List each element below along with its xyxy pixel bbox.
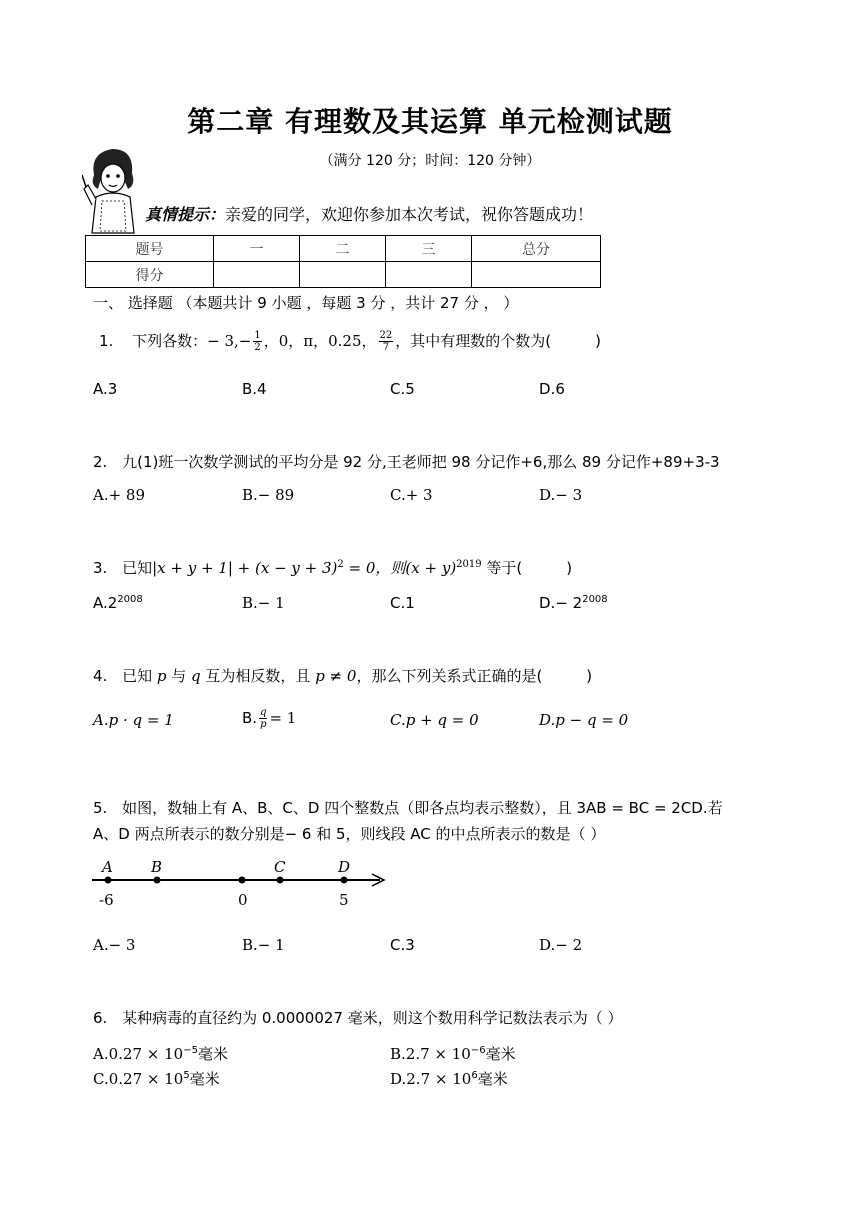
q1-prefix: 下列各数： [132, 332, 208, 350]
q3-option-b[interactable]: B.− 1 [242, 594, 285, 612]
fraction-denominator: 7 [382, 342, 390, 353]
question-4 [93, 665, 592, 686]
question-number: 2. [93, 453, 108, 471]
label-a: A [102, 858, 113, 876]
header-cell-section-2: 二 [300, 236, 386, 262]
question-6 [93, 1007, 623, 1028]
q3-expr-b: = 0，则(x + y) [343, 559, 457, 577]
q4-option-c[interactable]: C.p + q = 0 [390, 711, 479, 729]
q3-sup-b: 2019 [456, 559, 482, 570]
fraction-numerator: q [260, 707, 267, 718]
q1-option-b[interactable]: B.4 [242, 380, 267, 398]
tick-label-5: 5 [339, 891, 349, 909]
q3-option-d[interactable] [539, 594, 608, 612]
q1-suffix: ，其中有理数的个数为( [395, 332, 552, 350]
option-exponent: 2008 [582, 594, 608, 605]
option-text: D.2.7 × 10 [390, 1070, 472, 1088]
option-exponent: −5 [183, 1045, 198, 1056]
option-text: = 1 [269, 709, 297, 727]
option-exponent: 2008 [117, 594, 143, 605]
score-cell-total[interactable] [472, 262, 601, 288]
option-text: A.2 [93, 594, 118, 612]
score-table-header-row [86, 236, 601, 262]
page-subtitle: （满分 120 分；时间：120 分钟） [319, 153, 541, 169]
q5-option-a[interactable]: A.− 3 [93, 936, 136, 954]
greeting-tip [145, 202, 593, 225]
option-unit: 毫米 [485, 1045, 516, 1063]
q3-sup-a: 2 [337, 559, 344, 570]
question-number: 6. [93, 1009, 108, 1027]
q4-paren-close: ) [586, 667, 593, 685]
q5-line-2: A、D 两点所表示的数分别是− 6 和 5，则线段 AC 的中点所表示的数是（ ） [93, 825, 606, 843]
question-1 [99, 330, 601, 353]
label-c: C [274, 858, 286, 876]
header-cell-section-3: 三 [386, 236, 472, 262]
fraction-numerator: 22 [379, 330, 393, 341]
q2-text: 九(1)班一次数学测试的平均分是 92 分,王老师把 98 分记作+6,那么 89 分记作+89+3-3 [122, 453, 720, 471]
option-unit: 毫米 [189, 1070, 220, 1088]
header-cell-total: 总分 [472, 236, 601, 262]
tick-label-minus-6: -6 [99, 891, 114, 909]
q2-option-a[interactable]: A.+ 89 [93, 486, 146, 504]
question-number: 5. [93, 799, 108, 817]
q2-option-b[interactable]: B.− 89 [242, 486, 295, 504]
q5-option-c[interactable]: C.3 [390, 936, 415, 954]
question-number: 1. [99, 332, 114, 350]
q2-option-c[interactable]: C.+ 3 [390, 486, 433, 504]
header-cell-section-1: 一 [214, 236, 300, 262]
q5-line-1: 如图，数轴上有 A、B、C、D 四个整数点（即各点均表示整数），且 3AB = BC = 2CD.若 [122, 799, 723, 817]
q6-option-c[interactable] [93, 1068, 220, 1089]
option-exponent: 6 [471, 1070, 478, 1081]
score-cell-2[interactable] [300, 262, 386, 288]
fraction-numerator: 1 [254, 330, 261, 341]
fraction-denominator: 2 [254, 342, 261, 353]
q4-var-q: q [191, 667, 201, 685]
q3-option-a[interactable] [93, 594, 143, 612]
q4-var-p: p [156, 667, 167, 685]
score-cell-3[interactable] [386, 262, 472, 288]
q3-text-a: 已知 [122, 559, 153, 577]
option-text: D.− 2 [539, 594, 583, 612]
q1-option-a[interactable]: A.3 [93, 380, 118, 398]
score-row-label: 得分 [86, 262, 214, 288]
option-exponent: −6 [470, 1045, 486, 1056]
fraction-denominator: p [260, 719, 267, 730]
score-table-score-row [86, 262, 601, 288]
tip-text: 亲爱的同学，欢迎你参加本次考试，祝你答题成功！ [225, 205, 594, 224]
point-c [277, 877, 284, 884]
q1-list-b: ，0，π，0.25， [263, 332, 377, 350]
option-exponent: 5 [183, 1070, 190, 1081]
q6-option-b[interactable] [390, 1043, 516, 1064]
question-3 [93, 557, 572, 578]
option-text: A.0.27 × 10 [93, 1045, 184, 1063]
page-title: 第二章 有理数及其运算 单元检测试题 [187, 105, 673, 138]
question-number: 3. [93, 559, 108, 577]
option-letter: B. [242, 709, 258, 727]
label-b: B [151, 858, 163, 876]
q3-text-b: 等于( [481, 559, 523, 577]
question-2 [93, 451, 720, 472]
header-cell-question-no: 题号 [86, 236, 214, 262]
score-table [85, 235, 601, 288]
point-d [341, 877, 348, 884]
question-5 [93, 797, 723, 818]
tick-label-0: 0 [238, 891, 248, 909]
q1-paren-close: ) [595, 332, 601, 350]
q1-option-d[interactable]: D.6 [539, 380, 565, 398]
q6-option-d[interactable] [390, 1068, 508, 1089]
option-unit: 毫米 [477, 1070, 508, 1088]
q4-text-a: 已知 [122, 667, 157, 685]
teacher-cartoon-icon [82, 145, 144, 235]
q5-option-b[interactable]: B.− 1 [242, 936, 285, 954]
q1-list-a: − 3,− [207, 332, 252, 350]
question-number: 4. [93, 667, 108, 685]
q1-option-c[interactable]: C.5 [390, 380, 415, 398]
option-text: C.0.27 × 10 [93, 1070, 184, 1088]
score-cell-1[interactable] [214, 262, 300, 288]
q4-option-b-fraction [259, 707, 267, 730]
q6-option-a[interactable] [93, 1043, 228, 1064]
q5-option-d[interactable]: D.− 2 [539, 936, 583, 954]
number-line-figure [90, 852, 390, 910]
q6-text: 某种病毒的直径约为 0.0000027 毫米，则这个数用科学记数法表示为（ ） [122, 1009, 623, 1027]
point-a [105, 877, 112, 884]
q1-fraction-2 [379, 330, 394, 353]
q4-option-b[interactable] [242, 707, 296, 730]
q2-option-d[interactable]: D.− 3 [539, 486, 583, 504]
q4-option-a[interactable]: A.p · q = 1 [93, 711, 174, 729]
q4-text-c: 互为相反数，且 [200, 667, 316, 685]
q4-text-d: ，那么下列关系式正确的是( [356, 667, 543, 685]
q4-text-b: 与 [166, 667, 192, 685]
label-d: D [338, 858, 351, 876]
q1-fraction-1 [253, 330, 261, 353]
option-unit: 毫米 [197, 1045, 228, 1063]
q4-condition: p ≠ 0 [315, 667, 357, 685]
section-heading: 一、 选择题 （本题共计 9 小题 ，每题 3 分 ，共计 27 分 ， ） [93, 294, 519, 312]
q4-option-d[interactable]: D.p − q = 0 [539, 711, 629, 729]
q3-option-c[interactable]: C.1 [390, 594, 415, 612]
point-b [154, 877, 161, 884]
option-text: B.2.7 × 10 [390, 1045, 471, 1063]
q3-paren-close: ) [566, 559, 573, 577]
q3-expr-a: |x + y + 1| + (x − y + 3) [152, 559, 338, 577]
tip-label: 真情提示： [145, 205, 226, 224]
point-origin [239, 877, 246, 884]
